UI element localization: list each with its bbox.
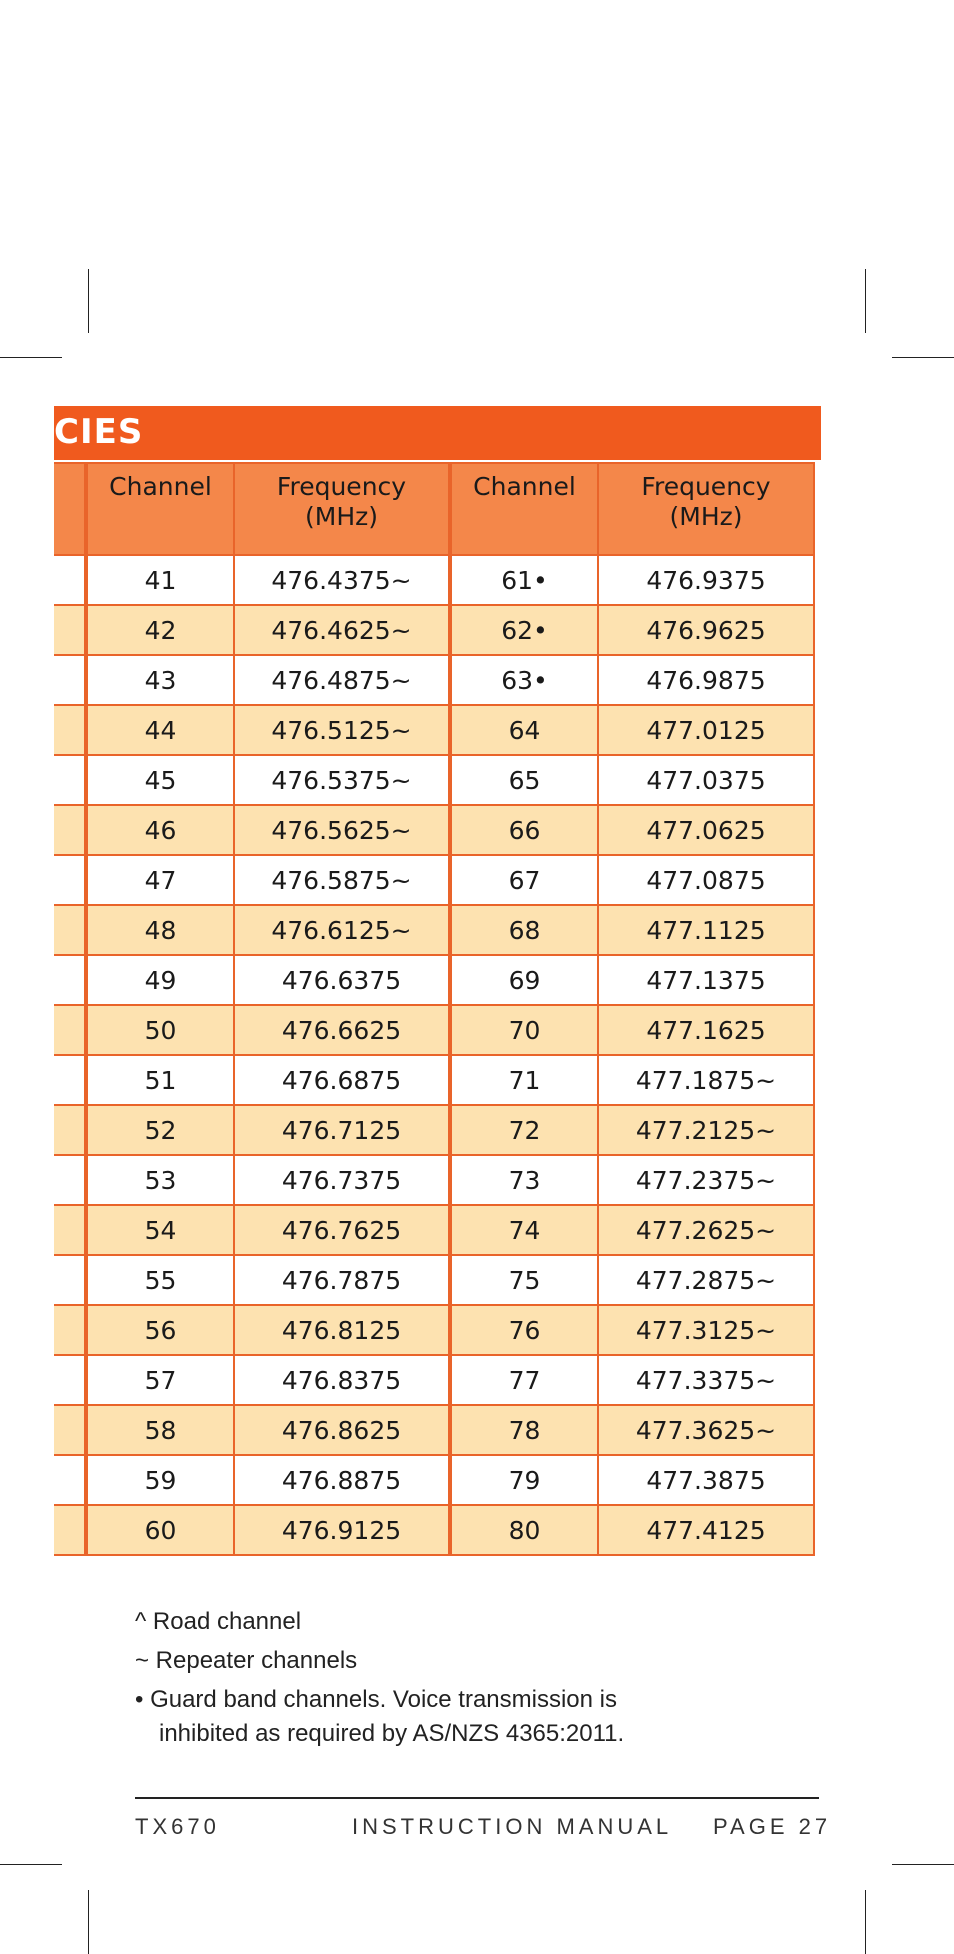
crop-mark (0, 1864, 62, 1865)
channel-cell: 53 (86, 1155, 234, 1205)
channel-cell: 41 (86, 555, 234, 605)
note-guard-band-line1: • Guard band channels. Voice transmission is (135, 1686, 617, 1713)
channel-cell: 75 (450, 1255, 598, 1305)
table-row (54, 905, 814, 955)
frequency-cell: 477.0875 (598, 855, 814, 905)
channel-cell: 52 (86, 1105, 234, 1155)
table-row (54, 555, 814, 605)
channel-cell: 60 (86, 1505, 234, 1555)
header-channel-right: Channel (450, 463, 598, 555)
channel-cell: 55 (86, 1255, 234, 1305)
channel-cell: 79 (450, 1455, 598, 1505)
frequency-cell: 476.4875~ (234, 655, 450, 705)
channel-cell: 44 (86, 705, 234, 755)
table-row (54, 1255, 814, 1305)
frequency-cell: 476.8125 (234, 1305, 450, 1355)
table-row (54, 955, 814, 1005)
crop-mark (88, 269, 89, 333)
channel-cell: 76 (450, 1305, 598, 1355)
frequency-cell: 476.5375~ (234, 755, 450, 805)
table-row (54, 1505, 814, 1555)
table-row (54, 655, 814, 705)
table-row (54, 1455, 814, 1505)
header-stub (54, 463, 86, 555)
frequency-cell: 476.9875 (598, 655, 814, 705)
frequency-cell: 476.6375 (234, 955, 450, 1005)
table-header-row (54, 463, 814, 555)
table-row (54, 1205, 814, 1255)
channel-cell: 61• (450, 555, 598, 605)
frequency-cell: 477.0375 (598, 755, 814, 805)
footnotes (135, 1605, 624, 1756)
frequency-cell: 476.5625~ (234, 805, 450, 855)
channel-cell: 73 (450, 1155, 598, 1205)
frequency-cell: 476.7375 (234, 1155, 450, 1205)
channel-cell: 64 (450, 705, 598, 755)
channel-cell: 42 (86, 605, 234, 655)
crop-mark (88, 1890, 89, 1954)
frequency-cell: 477.2875~ (598, 1255, 814, 1305)
table-row (54, 855, 814, 905)
channel-cell: 77 (450, 1355, 598, 1405)
frequency-cell: 477.1875~ (598, 1055, 814, 1105)
table-row (54, 1005, 814, 1055)
table-row (54, 1305, 814, 1355)
table-row (54, 605, 814, 655)
note-road-channel: ^ Road channel (135, 1608, 302, 1635)
frequency-cell: 476.4375~ (234, 555, 450, 605)
note-repeater-channels: ~ Repeater channels (135, 1647, 358, 1674)
frequency-cell: 476.9375 (598, 555, 814, 605)
channel-cell: 78 (450, 1405, 598, 1455)
channel-cell: 74 (450, 1205, 598, 1255)
table-body (54, 555, 814, 1555)
table-row (54, 805, 814, 855)
table-row (54, 1355, 814, 1405)
frequency-cell: 476.8375 (234, 1355, 450, 1405)
channel-cell: 54 (86, 1205, 234, 1255)
channel-cell: 70 (450, 1005, 598, 1055)
crop-mark (0, 357, 62, 358)
table-row (54, 1155, 814, 1205)
frequency-cell: 476.8625 (234, 1405, 450, 1455)
frequency-cell: 476.5125~ (234, 705, 450, 755)
frequency-cell: 476.6875 (234, 1055, 450, 1105)
frequency-cell: 477.0625 (598, 805, 814, 855)
channel-cell: 58 (86, 1405, 234, 1455)
frequency-cell: 476.8875 (234, 1455, 450, 1505)
crop-mark (892, 1864, 954, 1865)
frequency-table (54, 462, 815, 1556)
footer-divider (135, 1797, 819, 1799)
channel-cell: 57 (86, 1355, 234, 1405)
channel-cell: 68 (450, 905, 598, 955)
frequency-cell: 476.6625 (234, 1005, 450, 1055)
channel-cell: 45 (86, 755, 234, 805)
header-channel-left: Channel (86, 463, 234, 555)
channel-cell: 46 (86, 805, 234, 855)
table-row (54, 705, 814, 755)
channel-cell: 50 (86, 1005, 234, 1055)
channel-cell: 63• (450, 655, 598, 705)
frequency-cell: 477.3625~ (598, 1405, 814, 1455)
frequency-cell: 477.1125 (598, 905, 814, 955)
frequency-cell: 476.4625~ (234, 605, 450, 655)
frequency-cell: 477.0125 (598, 705, 814, 755)
crop-mark (865, 1890, 866, 1954)
table-row (54, 755, 814, 805)
channel-cell: 56 (86, 1305, 234, 1355)
frequency-cell: 477.2625~ (598, 1205, 814, 1255)
channel-cell: 80 (450, 1505, 598, 1555)
frequency-cell: 476.9625 (598, 605, 814, 655)
frequency-cell: 477.1375 (598, 955, 814, 1005)
frequency-cell: 477.1625 (598, 1005, 814, 1055)
channel-cell: 69 (450, 955, 598, 1005)
frequency-cell: 476.7875 (234, 1255, 450, 1305)
header-frequency-left: Frequency (MHz) (234, 463, 450, 555)
channel-cell: 62• (450, 605, 598, 655)
channel-cell: 72 (450, 1105, 598, 1155)
header-frequency-right: Frequency (MHz) (598, 463, 814, 555)
frequency-cell: 476.6125~ (234, 905, 450, 955)
note-guard-band (135, 1683, 624, 1751)
channel-cell: 51 (86, 1055, 234, 1105)
channel-cell: 66 (450, 805, 598, 855)
table-row (54, 1105, 814, 1155)
footer-page-number: PAGE 27 (713, 1814, 832, 1839)
section-header-band (54, 406, 821, 460)
frequency-cell: 476.9125 (234, 1505, 450, 1555)
frequency-cell: 476.7125 (234, 1105, 450, 1155)
channel-cell: 71 (450, 1055, 598, 1105)
channel-cell: 43 (86, 655, 234, 705)
channel-cell: 47 (86, 855, 234, 905)
section-title: CIES (54, 412, 144, 452)
table-row (54, 1405, 814, 1455)
channel-cell: 48 (86, 905, 234, 955)
channel-cell: 59 (86, 1455, 234, 1505)
crop-mark (892, 357, 954, 358)
frequency-cell: 476.7625 (234, 1205, 450, 1255)
frequency-cell: 477.2375~ (598, 1155, 814, 1205)
note-guard-band-line2: inhibited as required by AS/NZS 4365:2011. (159, 1720, 625, 1747)
footer-manual-title: INSTRUCTION MANUAL (352, 1814, 673, 1839)
frequency-cell: 477.3125~ (598, 1305, 814, 1355)
frequency-cell: 476.5875~ (234, 855, 450, 905)
crop-mark (865, 269, 866, 333)
channel-cell: 65 (450, 755, 598, 805)
footer-model: TX670 (135, 1814, 220, 1839)
frequency-cell: 477.4125 (598, 1505, 814, 1555)
table-row (54, 1055, 814, 1105)
frequency-cell: 477.3375~ (598, 1355, 814, 1405)
channel-cell: 49 (86, 955, 234, 1005)
frequency-cell: 477.2125~ (598, 1105, 814, 1155)
frequency-cell: 477.3875 (598, 1455, 814, 1505)
channel-cell: 67 (450, 855, 598, 905)
